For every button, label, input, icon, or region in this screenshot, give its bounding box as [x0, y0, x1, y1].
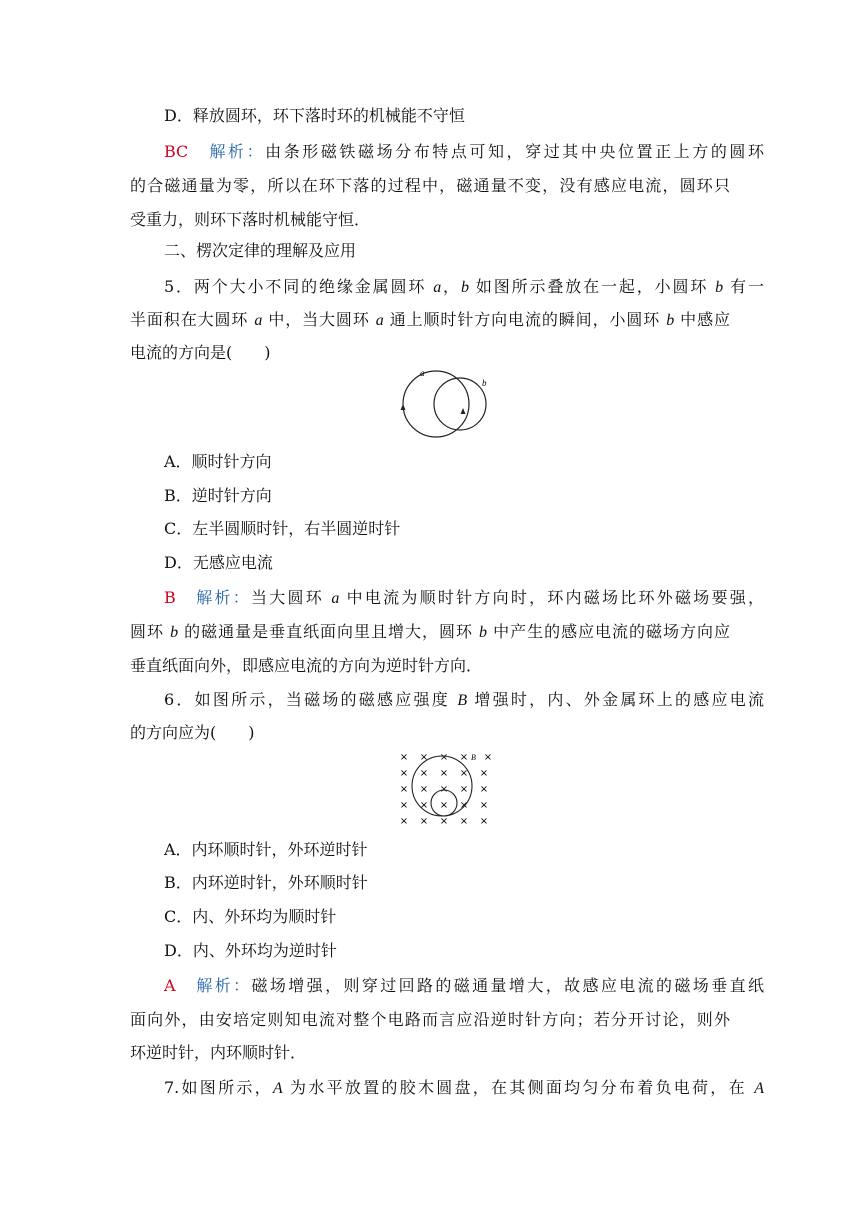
q4-analysis-text1: 由条形磁铁磁场分布特点可知，穿过其中央位置正上方的圆环 — [265, 142, 764, 161]
q4-option-d: D．释放圆环，环下落时环的机械能不守恒 — [164, 106, 465, 125]
q4-analysis-line3: 受重力，则环下落时机械能守恒． — [130, 210, 371, 229]
field-cross: × — [439, 784, 449, 795]
field-cross: × — [459, 784, 469, 795]
ring-b — [434, 378, 486, 430]
field-cross: × — [399, 816, 409, 827]
q6-answer: A — [164, 976, 176, 995]
q4-analysis-line2: 的合磁通量为零，所以在环下落的过程中，磁通量不变，没有感应电流，圆环只 — [130, 176, 730, 195]
q4-answer: BC — [164, 142, 189, 161]
q5-option-d: D．无感应电流 — [164, 553, 273, 572]
field-cross: × — [479, 784, 489, 795]
field-cross: × — [479, 816, 489, 827]
q6-field-figure — [392, 748, 502, 832]
field-cross: × — [419, 816, 429, 827]
q6-stem-line1: 6．如图所示，当磁场的磁感应强度 B 增强时，内、外金属环上的感应电流 — [164, 690, 764, 709]
label-a: a — [420, 368, 425, 378]
q5-stem-line3: 电流的方向是( ) — [130, 343, 271, 362]
q4-analysis-label: 解析： — [209, 142, 266, 161]
field-cross: × — [439, 752, 449, 763]
field-cross: × — [419, 784, 429, 795]
ring-a — [403, 371, 469, 437]
q6-analysis-line2: 面向外，由安培定则知电流对整个电路而言应沿逆时针方向；若分开讨论，则外 — [130, 1010, 730, 1029]
field-cross: × — [459, 752, 469, 763]
field-cross: × — [479, 768, 489, 779]
q6-option-a: A．内环顺时针，外环逆时针 — [164, 840, 368, 859]
label-B: B — [471, 753, 476, 762]
q6-option-d: D．内、外环均为逆时针 — [164, 941, 337, 960]
arrow-up-icon — [401, 404, 406, 410]
field-cross: × — [419, 768, 429, 779]
q5-option-b: B．逆时针方向 — [164, 486, 272, 505]
q6-option-b: B．内环逆时针，外环顺时针 — [164, 873, 368, 892]
field-cross: × — [419, 752, 429, 763]
q6-analysis-line1: A 解析：磁场增强，则穿过回路的磁通量增大，故感应电流的磁场垂直纸 — [164, 976, 764, 995]
q5-option-c: C．左半圆顺时针，右半圆逆时针 — [164, 519, 401, 538]
q5-stem-line1: 5．两个大小不同的绝缘金属圆环 a，b 如图所示叠放在一起，小圆环 b 有一 — [164, 277, 764, 296]
field-cross: × — [459, 768, 469, 779]
q6-analysis-line3: 环逆时针，内环顺时针． — [130, 1043, 307, 1062]
q7-stem-line1: 7.如图所示，A 为水平放置的胶木圆盘，在其侧面均匀分布着负电荷，在 A — [164, 1078, 764, 1097]
field-cross: × — [459, 800, 469, 811]
section-title: 二、楞次定律的理解及应用 — [164, 241, 357, 260]
q5-stem-line2: 半面积在大圆环 a 中，当大圆环 a 通上顺时针方向电流的瞬间，小圆环 b 中感应 — [130, 310, 730, 329]
field-cross: × — [483, 752, 493, 763]
q5-analysis-line1: B 解析：当大圆环 a 中电流为顺时针方向时，环内磁场比环外磁场要强， — [164, 588, 764, 607]
field-cross: × — [459, 816, 469, 827]
q5-analysis-line2: 圆环 b 的磁通量是垂直纸面向里且增大，圆环 b 中产生的感应电流的磁场方向应 — [130, 622, 730, 641]
field-cross: × — [439, 800, 449, 811]
arrow-down-icon — [461, 408, 466, 414]
label-b: b — [482, 378, 487, 388]
field-cross: × — [399, 784, 409, 795]
field-cross: × — [419, 800, 429, 811]
q6-stem-line2: 的方向应为( ) — [130, 723, 255, 742]
field-cross: × — [479, 800, 489, 811]
field-cross: × — [399, 800, 409, 811]
q5-answer: B — [164, 588, 176, 607]
q5-analysis-line3: 垂直纸面向外，即感应电流的方向为逆时针方向． — [130, 656, 483, 675]
field-cross: × — [439, 768, 449, 779]
field-cross: × — [399, 768, 409, 779]
q6-option-c: C．内、外环均为顺时针 — [164, 907, 337, 926]
q4-analysis-line1 — [164, 142, 764, 162]
field-cross: × — [399, 752, 409, 763]
q5-option-a: A．顺时针方向 — [164, 452, 272, 471]
field-cross: × — [439, 816, 449, 827]
q5-rings-figure — [396, 368, 496, 444]
